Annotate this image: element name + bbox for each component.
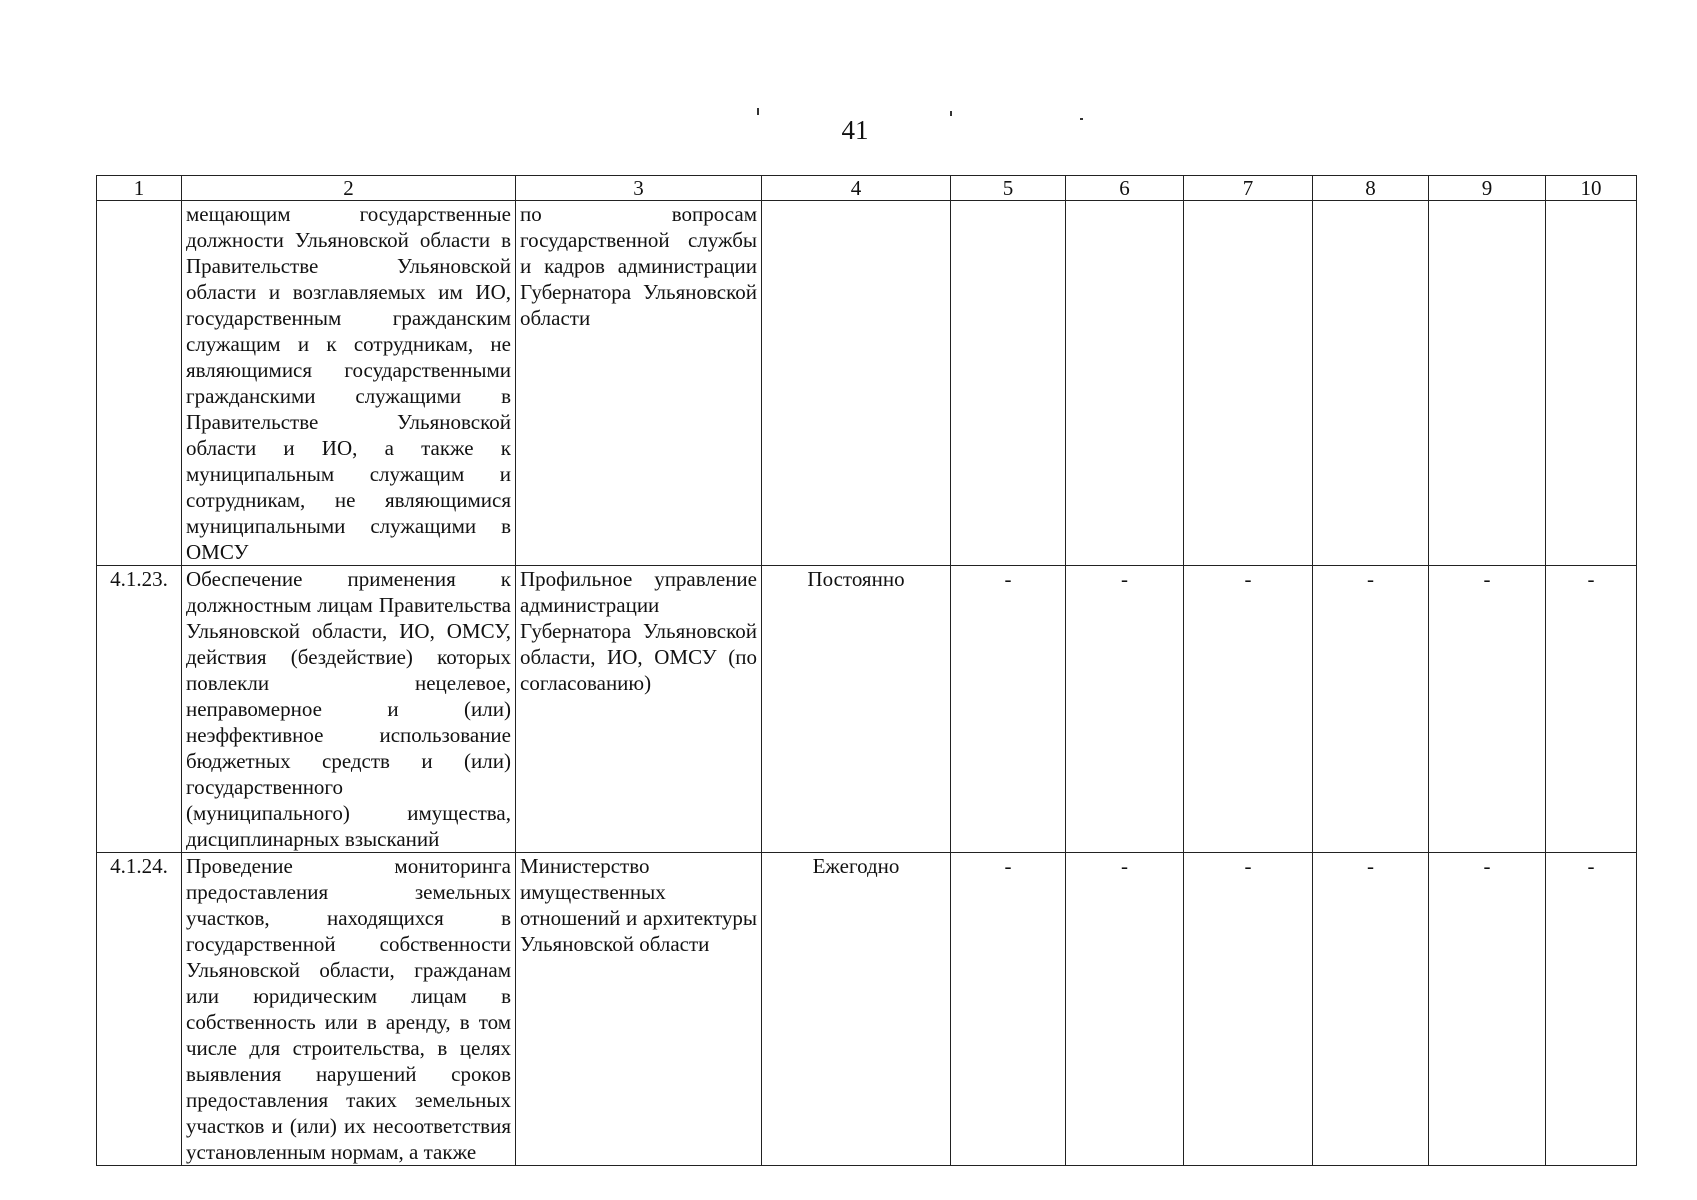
column-header-7: 7 [1184, 176, 1313, 201]
cell-col-5: - [951, 853, 1066, 1166]
page-number: 41 [841, 115, 869, 145]
cell-col-5: - [951, 566, 1066, 853]
cell-col-7: - [1184, 853, 1313, 1166]
scan-speck [1080, 118, 1083, 120]
cell-col-6 [1066, 201, 1184, 566]
column-header-9: 9 [1429, 176, 1546, 201]
table-row [97, 201, 1637, 566]
cell-col-10: - [1546, 853, 1637, 1166]
table-row [97, 853, 1637, 1166]
execution-term: Ежегодно [762, 853, 951, 1166]
column-header-1: 1 [97, 176, 182, 201]
measure-description: Проведение мониторинга предоставления земельных участков, находящихся в государственной собственности Ульяновской области, гражданам или юридическим лицам в собственность или в аренду, в том числе для строительства, в целях выявления нарушений сроков предоставления таких земельных участков и (или) их несоответствия установленным нормам, а также [182, 853, 516, 1166]
measure-description: мещающим государственные должности Ульяновской области в Правительстве Ульяновской области и возглавляемых им ИО, государственным гражданским служащим и к сотрудникам, не являющимися государственными гражданскими служащими в Правительстве Ульяновской области и ИО, а также к муниципальным служащим и сотрудникам, не являющимися муниципальными служащими в ОМСУ [182, 201, 516, 566]
cell-col-7: - [1184, 566, 1313, 853]
responsible-executor: Министерство имущественных отношений и архитектуры Ульяновской области [516, 853, 762, 1166]
execution-term [762, 201, 951, 566]
responsible-executor: по вопросам государственной службы и кадров администрации Губернатора Ульяновской области [516, 201, 762, 566]
cell-col-8: - [1313, 853, 1429, 1166]
column-header-5: 5 [951, 176, 1066, 201]
column-header-3: 3 [516, 176, 762, 201]
item-number: 4.1.24. [97, 853, 182, 1166]
cell-col-6: - [1066, 566, 1184, 853]
header-row [97, 176, 1637, 201]
cell-col-9 [1429, 201, 1546, 566]
cell-col-10 [1546, 201, 1637, 566]
column-header-10: 10 [1546, 176, 1637, 201]
cell-col-6: - [1066, 853, 1184, 1166]
cell-col-9: - [1429, 853, 1546, 1166]
cell-col-7 [1184, 201, 1313, 566]
measure-description: Обеспечение применения к должностным лицам Правительства Ульяновской области, ИО, ОМСУ, действия (бездействие) которых повлекли нецелевое, неправомерное и (или) неэффективное использование бюджетных средств и (или) государственного (муниципального) имущества, дисциплинарных взысканий [182, 566, 516, 853]
cell-col-8: - [1313, 566, 1429, 853]
cell-col-8 [1313, 201, 1429, 566]
responsible-executor: Профильное управление администрации Губернатора Ульяновской области, ИО, ОМСУ (по согласованию) [516, 566, 762, 853]
column-header-2: 2 [182, 176, 516, 201]
column-header-8: 8 [1313, 176, 1429, 201]
measures-table [96, 175, 1637, 1166]
item-number [97, 201, 182, 566]
item-number: 4.1.23. [97, 566, 182, 853]
cell-col-10: - [1546, 566, 1637, 853]
cell-col-9: - [1429, 566, 1546, 853]
column-header-4: 4 [762, 176, 951, 201]
scan-speck [757, 108, 759, 115]
cell-col-5 [951, 201, 1066, 566]
column-header-6: 6 [1066, 176, 1184, 201]
table-row [97, 566, 1637, 853]
scan-speck [950, 111, 952, 116]
execution-term: Постоянно [762, 566, 951, 853]
